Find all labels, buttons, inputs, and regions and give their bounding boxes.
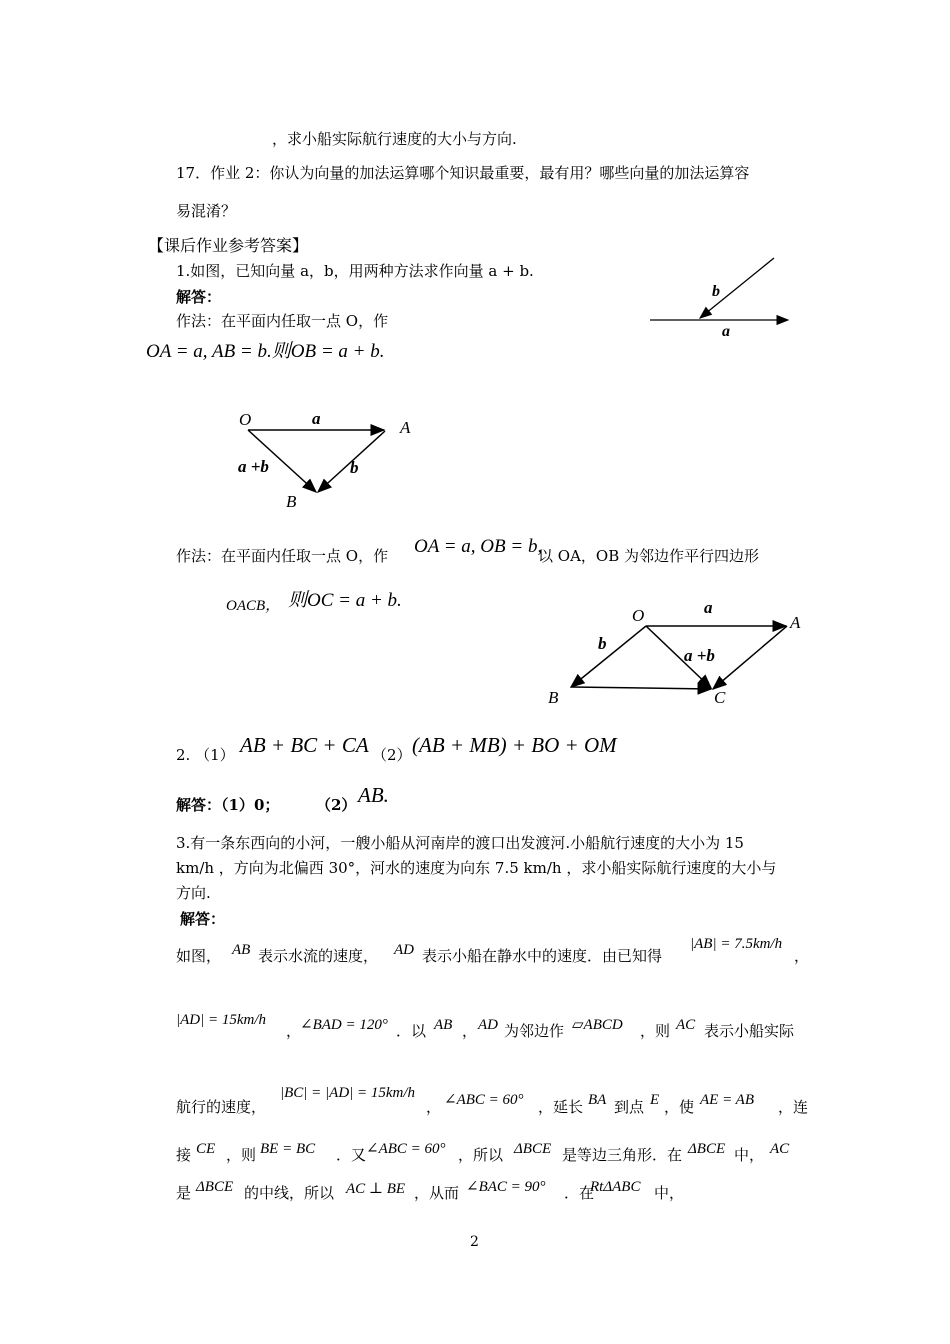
triangle-b-label: b bbox=[350, 458, 359, 477]
solution-s3-3: ∠ABC = 60° bbox=[444, 1092, 524, 1108]
solution-s3-1: |BC| = |AD| = 15km/h bbox=[280, 1085, 416, 1101]
solution-s2-2: ∠BAD = 120° bbox=[300, 1017, 388, 1033]
solution-s3-2: ， bbox=[426, 1098, 442, 1116]
answer-2-solution-part2: （2） bbox=[316, 796, 357, 814]
triangle-figure bbox=[230, 400, 430, 515]
parallelogram-a-label: a bbox=[704, 598, 713, 617]
answer-1-method2-formula: OA = a, OB = b, bbox=[414, 536, 543, 557]
answer-2-solution-expr: AB. bbox=[358, 783, 389, 807]
question-17-line2: 易混淆？ bbox=[176, 202, 237, 220]
solution-s3-5: BA bbox=[588, 1092, 607, 1108]
solution-s5-4: ，从而 bbox=[414, 1184, 460, 1202]
solution-s5-1: ΔBCE bbox=[196, 1179, 234, 1195]
solution-s2-5: ， bbox=[462, 1022, 478, 1040]
answer-2-expr1: AB + BC + CA bbox=[240, 733, 369, 757]
answer-1-method2-OACB: OACB， bbox=[226, 598, 281, 614]
answer-1-method1: 作法：在平面内任取一点 O，作 bbox=[176, 312, 389, 330]
solution-s4-8: 是等边三角形．在 bbox=[562, 1146, 683, 1164]
answers-heading: 【课后作业参考答案】 bbox=[148, 236, 309, 255]
solution-s4-0: 接 bbox=[176, 1146, 192, 1164]
vector-b-label: b bbox=[712, 283, 720, 300]
question-17-line1: 17．作业 2：你认为向量的加法运算哪个知识最重要，最有用？哪些向量的加法运算容 bbox=[176, 164, 750, 182]
answer-1-method2-prefix: 作法：在平面内任取一点 O，作 bbox=[176, 547, 389, 565]
point-C-label: C bbox=[714, 688, 726, 707]
solution-s5-0: 是 bbox=[176, 1184, 192, 1202]
answer-3-line2: km/h ，方向为北偏西 30°，河水的速度为向东 7.5 km/h ，求小船实际航行速度的大小与 bbox=[176, 859, 777, 877]
solution-s4-7: ΔBCE bbox=[514, 1141, 552, 1157]
vector-BC-arrow bbox=[571, 687, 711, 689]
parallelogram-b-label: b bbox=[598, 634, 607, 653]
solution-s2-3: ．以 bbox=[396, 1022, 427, 1040]
solution-s3-6: 到点 bbox=[614, 1098, 645, 1116]
text-line-continuation: ，求小船实际航行速度的大小与方向. bbox=[272, 130, 517, 148]
solution-s1-3: AD bbox=[394, 942, 414, 958]
solution-s1-0: 如图， bbox=[176, 947, 222, 965]
answer-1-method1-formula: OA = a, AB = b.则OB = a + b. bbox=[146, 341, 385, 362]
answer-3-line1: 3.有一条东西向的小河，一艘小船从河南岸的渡口出发渡河.小船航行速度的大小为 15 bbox=[176, 834, 744, 852]
answer-2-part2-label: （2） bbox=[372, 746, 412, 764]
answer-1-method2-suffix: 以 OA，OB 为邻边作平行四边形 bbox=[538, 547, 759, 565]
solution-s4-2: ，则 bbox=[226, 1146, 257, 1164]
parallelogram-sum-label: a +b bbox=[684, 646, 715, 665]
answer-2-solution: 解答：（1）0； bbox=[176, 796, 280, 814]
solution-s2-4: AB bbox=[434, 1017, 453, 1033]
solution-s4-6: ，所以 bbox=[458, 1146, 504, 1164]
solution-s1-6: ， bbox=[794, 947, 810, 965]
solution-s4-10: 中， bbox=[734, 1146, 765, 1164]
solution-s3-10: ，连 bbox=[778, 1098, 809, 1116]
point-B-label: B bbox=[286, 492, 297, 511]
solution-s3-7: E bbox=[650, 1092, 660, 1108]
solution-s2-11: 表示小船实际 bbox=[704, 1022, 795, 1040]
solution-s5-7: RtΔABC bbox=[590, 1179, 641, 1195]
solution-s2-8: ▱ABCD bbox=[572, 1017, 623, 1033]
solution-s2-1: ， bbox=[286, 1022, 302, 1040]
solution-s2-0: |AD| = 15km/h bbox=[176, 1012, 267, 1028]
solution-s4-5: ∠ABC = 60° bbox=[366, 1141, 446, 1157]
solution-s4-11: AC bbox=[770, 1141, 790, 1157]
solution-s5-8: 中， bbox=[654, 1184, 685, 1202]
solution-s2-6: AD bbox=[478, 1017, 498, 1033]
point-O-label: O bbox=[632, 606, 645, 625]
solution-s1-1: AB bbox=[232, 942, 251, 958]
solution-s2-7: 为邻边作 bbox=[504, 1022, 565, 1040]
solution-s3-9: AE = AB bbox=[700, 1092, 755, 1108]
answer-2-expr2: (AB + MB) + BO + OM bbox=[412, 733, 617, 757]
solution-s2-9: ，则 bbox=[640, 1022, 671, 1040]
given-vectors-figure bbox=[640, 250, 810, 350]
solution-s1-4: 表示小船在静水中的速度．由已知得 bbox=[422, 947, 663, 965]
solution-s3-0: 航行的速度， bbox=[176, 1098, 267, 1116]
page-number: 2 bbox=[470, 1234, 479, 1250]
solution-s5-6: ．在 bbox=[564, 1184, 595, 1202]
solution-s4-3: BE = BC bbox=[260, 1141, 316, 1157]
solution-s1-5: |AB| = 7.5km/h bbox=[690, 936, 783, 952]
vector-a-label: a bbox=[722, 323, 730, 340]
triangle-sum-label: a +b bbox=[238, 457, 269, 476]
solution-s4-1: CE bbox=[196, 1141, 216, 1157]
point-A-label: A bbox=[790, 613, 801, 632]
solution-s1-2: 表示水流的速度， bbox=[258, 947, 379, 965]
point-B-label: B bbox=[548, 688, 559, 707]
solution-s2-10: AC bbox=[676, 1017, 696, 1033]
parallelogram-figure bbox=[540, 595, 820, 710]
solution-s3-4: ，延长 bbox=[538, 1098, 584, 1116]
answer-1-method2-result: 则OC = a + b. bbox=[288, 590, 402, 611]
triangle-a-label: a bbox=[312, 409, 321, 428]
vector-AC-arrow bbox=[713, 626, 787, 689]
solution-s5-3: AC ⊥ BE bbox=[346, 1181, 406, 1197]
point-A-label: A bbox=[400, 418, 411, 437]
solution-s5-2: 的中线，所以 bbox=[244, 1184, 335, 1202]
solution-s4-9: ΔBCE bbox=[688, 1141, 726, 1157]
point-O-label: O bbox=[239, 410, 252, 429]
answer-1-question: 1.如图，已知向量 a，b，用两种方法求作向量 a + b. bbox=[176, 262, 534, 280]
answer-3-label: 解答： bbox=[180, 910, 226, 928]
vector-OB-arrow bbox=[571, 626, 646, 687]
solution-s3-8: ，使 bbox=[664, 1098, 695, 1116]
solution-s4-4: ．又 bbox=[336, 1146, 367, 1164]
solution-s5-5: ∠BAC = 90° bbox=[466, 1179, 546, 1195]
answer-2-part1-label: 2. （1） bbox=[176, 746, 235, 764]
answer-1-label: 解答： bbox=[176, 288, 222, 306]
answer-3-line3: 方向. bbox=[176, 884, 211, 902]
